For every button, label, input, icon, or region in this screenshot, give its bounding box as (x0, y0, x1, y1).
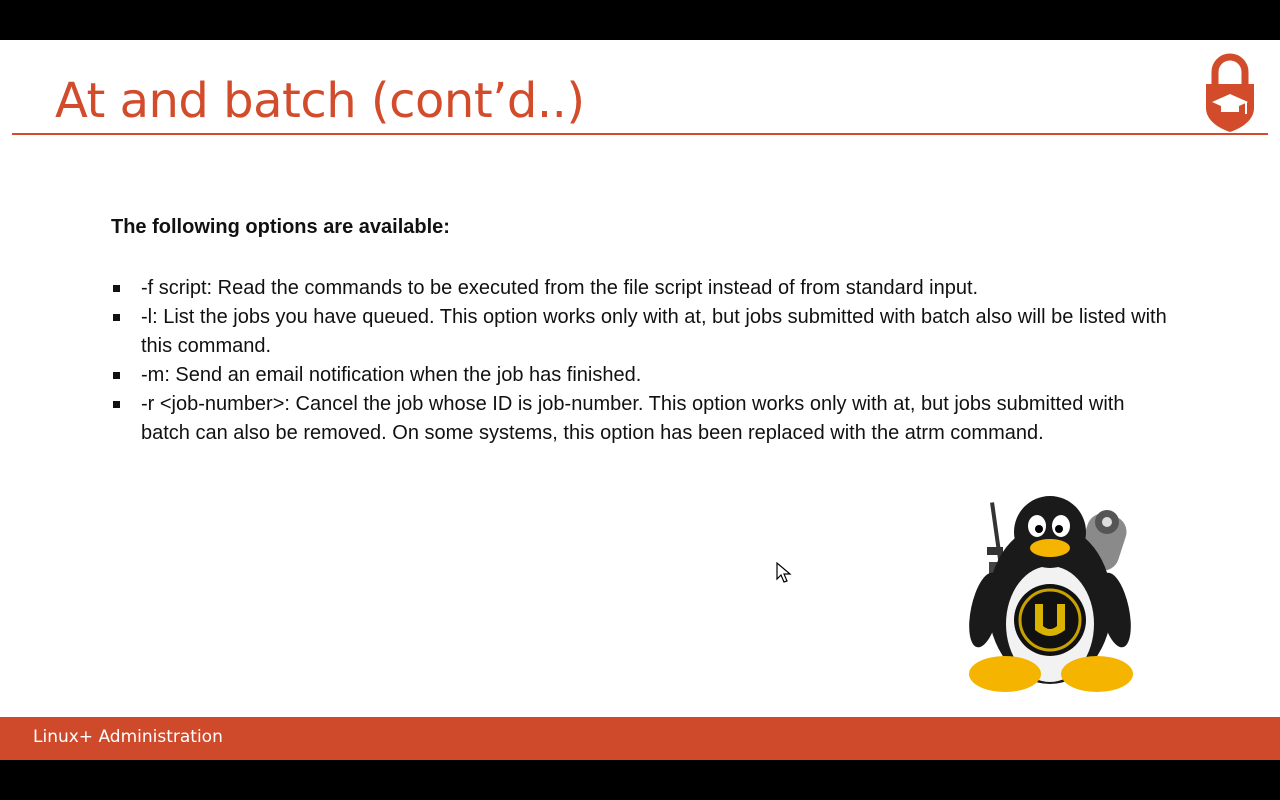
option-l-text: -l: List the jobs you have queued. This option works only with at, but jobs submitted with batch also will be listed with this command. (141, 306, 1167, 357)
option-f-text: -f script: Read the commands to be executed from the file script instead of from standard input. (141, 277, 979, 299)
list-item (111, 303, 1171, 361)
bullet-icon (113, 372, 120, 379)
list-item (111, 390, 1171, 448)
penguin-mascot-image (965, 492, 1140, 697)
mouse-pointer-icon (776, 562, 792, 584)
bullet-icon (113, 314, 120, 321)
list-item (111, 274, 1171, 303)
letterbox-bottom (0, 760, 1280, 800)
list-item (111, 361, 1171, 390)
letterbox-top (0, 0, 1280, 40)
option-m-text: -m: Send an email notification when the job has finished. (141, 364, 642, 386)
options-intro: The following options are available: (111, 216, 450, 238)
options-list (111, 274, 1171, 448)
slide-footer (0, 717, 1280, 760)
option-r-text: -r <job-number>: Cancel the job whose ID is job-number. This option works only with at, but jobs submitted with batch can also be removed. On some systems, this option has been replaced with the atrm command. (141, 393, 1125, 444)
title-divider (12, 133, 1268, 135)
slide-title: At and batch (cont’d..) (55, 73, 585, 129)
slide (0, 40, 1280, 760)
slide-body (111, 210, 1171, 448)
bullet-icon (113, 285, 120, 292)
padlock-graduation-cap-icon (1202, 50, 1258, 134)
footer-label: Linux+ Administration (33, 727, 223, 747)
bullet-icon (113, 401, 120, 408)
